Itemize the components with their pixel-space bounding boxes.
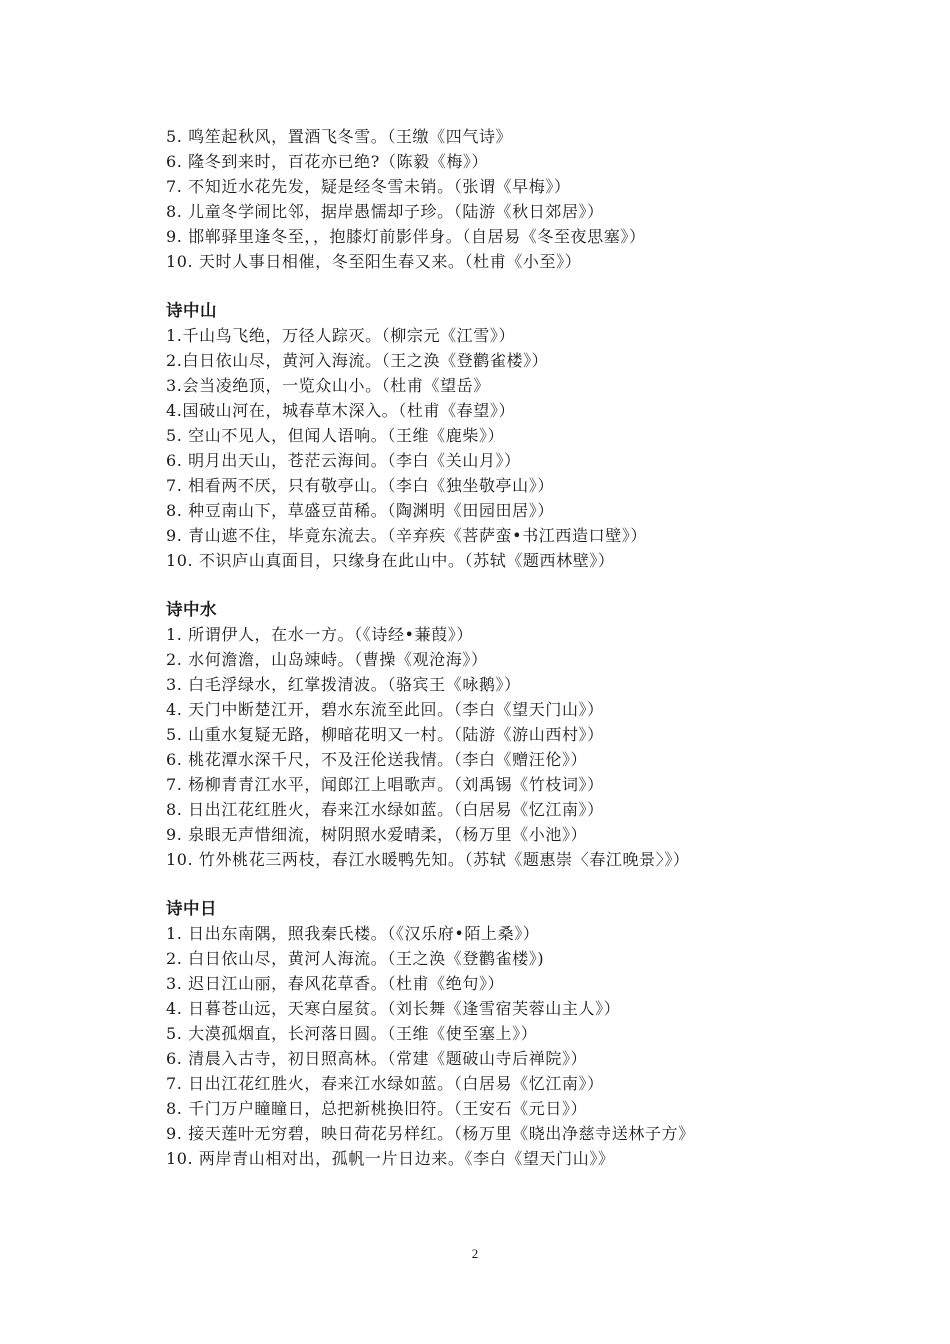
poem-line: 7. 日出江花红胜火，春来江水绿如蓝。（白居易《忆江南》） (166, 1074, 604, 1093)
poem-line: 8. 千门万户瞳瞳日，总把新桃换旧符。（王安石《元日》） (166, 1099, 588, 1118)
poem-line: 5. 大漠孤烟直，长河落日圆。（王维《使至塞上》） (166, 1024, 538, 1043)
poem-line: 3.会当凌绝顶，一览众山小。（杜甫《望岳》 (166, 376, 490, 395)
poem-line: 3. 迟日江山丽，春风花草香。（杜甫《绝句》） (166, 974, 505, 993)
poem-line: 8. 日出江花红胜火，春来江水绿如蓝。（白居易《忆江南》） (166, 800, 604, 819)
poem-section (166, 597, 866, 872)
poem-line: 8. 儿童冬学闹比邻，据岸愚懦却子珍。（陆游《秋日郊居》） (166, 202, 604, 221)
poem-line: 7. 不知近水花先发，疑是经冬雪未销。（张谓《早梅》） (166, 177, 571, 196)
section-heading: 诗中山 (166, 301, 217, 320)
poem-line: 2. 水何澹澹，山岛竦峙。（曹操《观沧海》） (166, 650, 488, 669)
section-heading: 诗中水 (166, 600, 217, 619)
poem-line: 4.国破山河在，城春草木深入。（杜甫《春望》） (166, 401, 516, 420)
poem-line: 9. 邯郸驿里逢冬至，，抱膝灯前影伴身。（自居易《冬至夜思塞》） (166, 227, 646, 246)
poem-line: 6. 隆冬到来时，百花亦已绝?（陈毅《梅》） (166, 152, 489, 171)
poem-line: 7. 杨柳青青江水平，闻郎江上唱歌声。（刘禹锡《竹枝词》） (166, 775, 604, 794)
poem-line: 1. 日出东南隅，照我秦氏楼。（《汉乐府•陌上桑》） (166, 924, 540, 943)
poem-line: 8. 种豆南山下，草盛豆苗稀。（陶渊明《田园田居》） (166, 501, 554, 520)
poem-line: 6. 桃花潭水深千尺，不及汪伦送我情。（李白《赠汪伦》） (166, 750, 588, 769)
poem-line: 6. 明月出天山，苍茫云海间。（李白《关山月》） (166, 451, 521, 470)
poem-section (166, 124, 866, 274)
poem-line: 9. 泉眼无声惜细流，树阴照水爱晴柔，（杨万里《小池》） (166, 825, 588, 844)
poem-line: 5. 山重水复疑无路，柳暗花明又一村。（陆游《游山西村》） (166, 725, 604, 744)
poem-line: 1.千山鸟飞绝，万径人踪灭。（柳宗元《江雪》） (166, 326, 516, 345)
poem-section (166, 298, 866, 573)
page-number: 2 (471, 1246, 479, 1261)
poem-section (166, 896, 866, 1171)
poem-line: 3. 白毛浮绿水，红掌拨清波。（骆宾王《咏鹅》） (166, 675, 521, 694)
poem-line: 4. 天门中断楚江开，碧水东流至此回。（李白《望天门山》） (166, 700, 604, 719)
poem-line: 6. 清晨入古寺，初日照高林。（常建《题破山寺后禅院》） (166, 1049, 588, 1068)
poem-line: 10. 不识庐山真面目，只缘身在此山中。（苏轼《题西林壁》） (166, 551, 615, 570)
poem-line: 2.白日依山尽，黄河入海流。（王之涣《登鹳雀楼》） (166, 351, 549, 370)
poem-line: 9. 接天莲叶无穷碧，映日荷花另样红。（杨万里《晓出净慈寺送林子方》 (166, 1124, 695, 1143)
poem-line: 7. 相看两不厌，只有敬亭山。（李白《独坐敬亭山》） (166, 476, 554, 495)
section-heading: 诗中日 (166, 899, 217, 918)
poem-line: 1. 所谓伊人，在水一方。（《诗经•蒹葭》） (166, 625, 473, 644)
poem-line: 5. 空山不见人，但闻人语响。（王维《鹿柴》） (166, 426, 505, 445)
poem-line: 10. 竹外桃花三两枝，春江水暖鸭先知。（苏轼《题惠崇〈春江晚景〉》） (166, 850, 690, 869)
poem-line: 10. 两岸青山相对出，孤帆一片日边来。《李白《望天门山》》 (166, 1149, 615, 1168)
poem-line: 4. 日暮苍山远，天寒白屋贫。（刘长舞《逢雪宿芙蓉山主人》） (166, 999, 621, 1018)
document-body (166, 124, 866, 1171)
poem-line: 9. 青山遮不住，毕竟东流去。（辛弃疾《菩萨蛮•书江西造口壁》） (166, 526, 647, 545)
poem-line: 5. 鸣笙起秋风，置酒飞冬雪。（王缴《四气诗》 (166, 127, 513, 146)
poem-line: 2. 白日依山尽，黄河人海流。（王之涣《登鹳雀楼》) (166, 949, 545, 968)
poem-line: 10. 天时人事日相催，冬至阳生春又来。（杜甫《小至》） (166, 252, 582, 271)
